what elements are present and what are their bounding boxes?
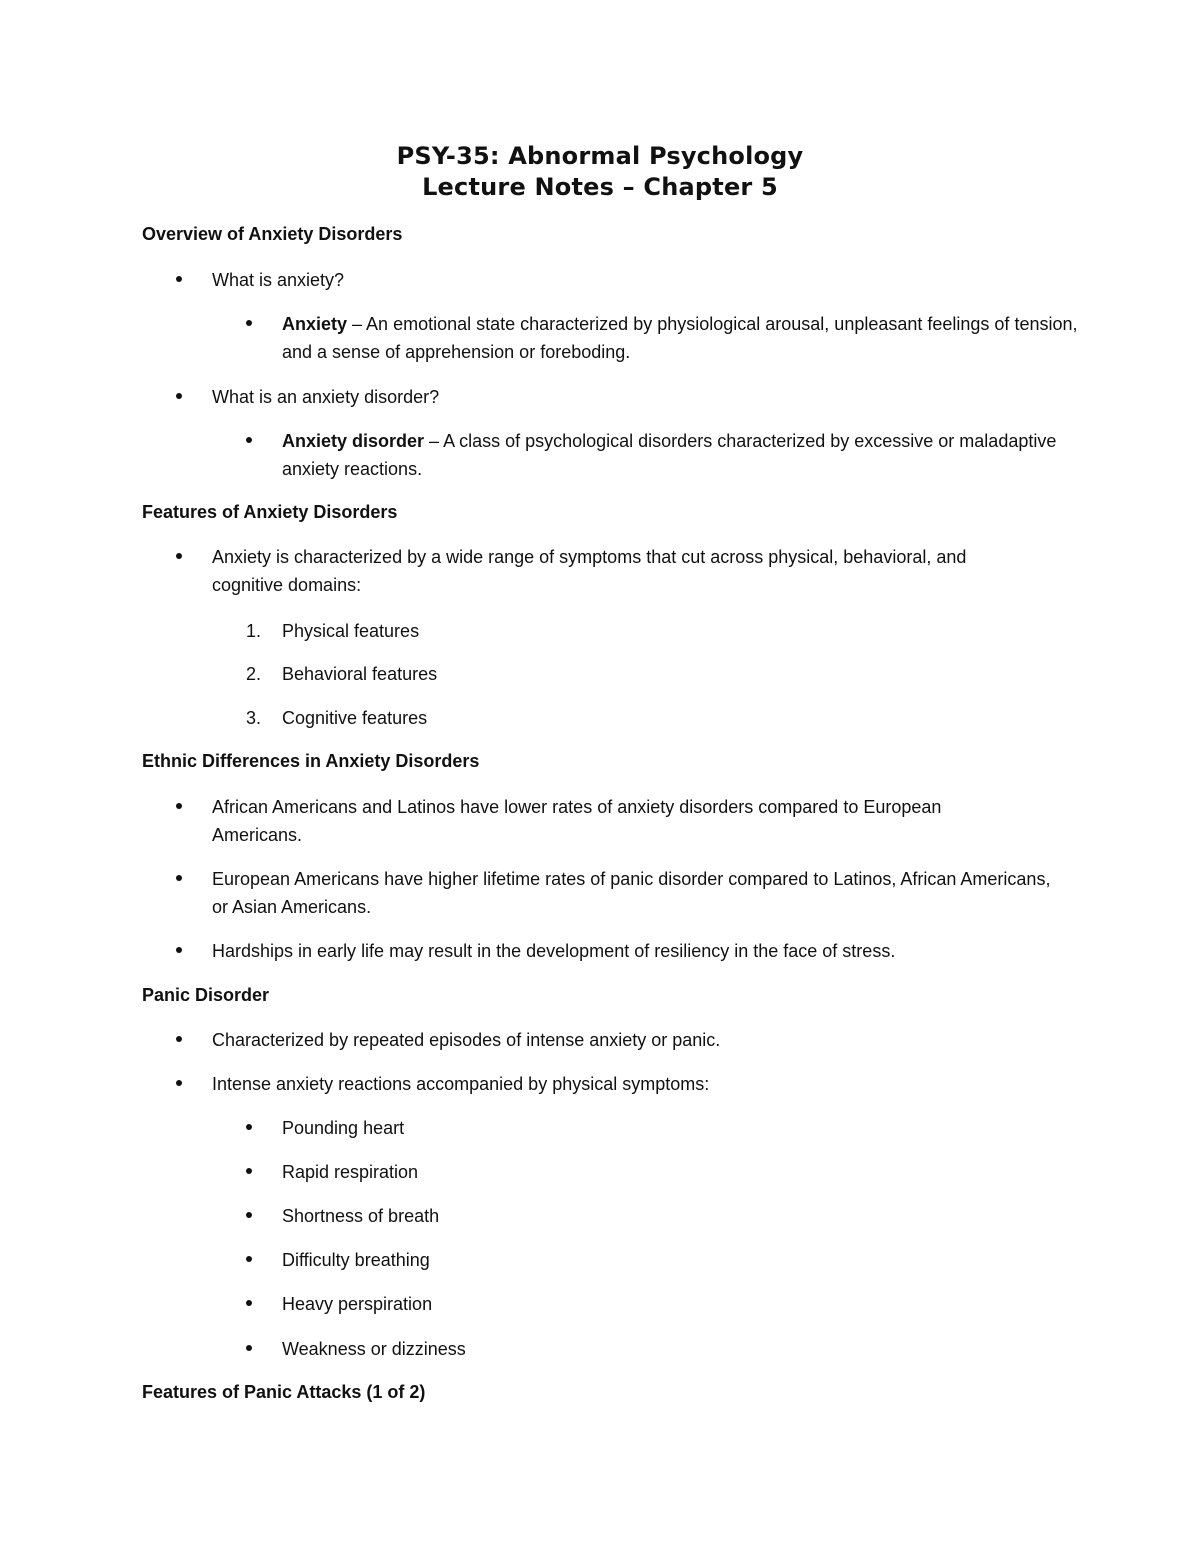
bullet-icon [246,1256,252,1262]
section-heading-ethnic: Ethnic Differences in Anxiety Disorders [142,751,480,771]
list-item-text: Intense anxiety reactions accompanied by physical symptoms: [212,1074,710,1094]
list-item-text: African Americans and Latinos have lower rates of anxiety disorders compared to European Americans. [212,797,942,845]
symptom-text: Pounding heart [282,1118,405,1138]
symptom-text: Heavy perspiration [282,1294,433,1314]
section-heading-panic: Panic Disorder [142,985,270,1005]
bullet-icon [176,1036,182,1042]
section-heading-features: Features of Anxiety Disorders [142,502,398,522]
item-number: 2. [246,664,262,684]
definition-term: Anxiety disorder [282,431,425,451]
bullet-icon [176,947,182,953]
bullet-icon [246,1300,252,1306]
list-item-text: What is an anxiety disorder? [212,387,440,407]
list-item-text: What is anxiety? [212,270,345,290]
list-item-text: European Americans have higher lifetime rates of panic disorder compared to Latinos, African Americans, or Asian Americans. [212,869,1051,917]
bullet-icon [176,1080,182,1086]
bullet-icon [246,1345,252,1351]
symptom-text: Shortness of breath [282,1206,440,1226]
document-subtitle: Lecture Notes – Chapter 5 [422,173,778,201]
definition-text [282,427,1082,483]
bullet-icon [246,320,252,326]
section-heading-overview: Overview of Anxiety Disorders [142,224,403,244]
section-heading-panic-attacks: Features of Panic Attacks (1 of 2) [142,1382,426,1402]
symptom-text: Weakness or dizziness [282,1339,466,1359]
bullet-icon [246,1124,252,1130]
document-title: PSY-35: Abnormal Psychology [396,142,804,170]
definition-body: – A class of psychological disorders characterized by excessive or maladaptive anxiety reactions. [282,431,1057,479]
bullet-icon [246,1212,252,1218]
symptom-text: Difficulty breathing [282,1250,430,1270]
numbered-item-text: Behavioral features [282,664,438,684]
bullet-icon [176,875,182,881]
numbered-item-text: Physical features [282,621,420,641]
symptom-text: Rapid respiration [282,1162,419,1182]
definition-body: – An emotional state characterized by physiological arousal, unpleasant feelings of tension, and a sense of apprehension or foreboding. [282,314,1078,362]
numbered-item-text: Cognitive features [282,708,428,728]
list-item-text: Hardships in early life may result in the development of resiliency in the face of stress. [212,941,896,961]
bullet-icon [176,393,182,399]
definition-term: Anxiety [282,314,348,334]
definition-text [282,310,1082,366]
bullet-icon [246,437,252,443]
item-number: 1. [246,621,262,641]
list-item-text: Characterized by repeated episodes of intense anxiety or panic. [212,1030,721,1050]
item-number: 3. [246,708,262,728]
bullet-icon [176,276,182,282]
list-item-text: Anxiety is characterized by a wide range of symptoms that cut across physical, behavioral, and cognitive domains: [212,547,967,595]
bullet-icon [176,553,182,559]
bullet-icon [176,803,182,809]
bullet-icon [246,1168,252,1174]
